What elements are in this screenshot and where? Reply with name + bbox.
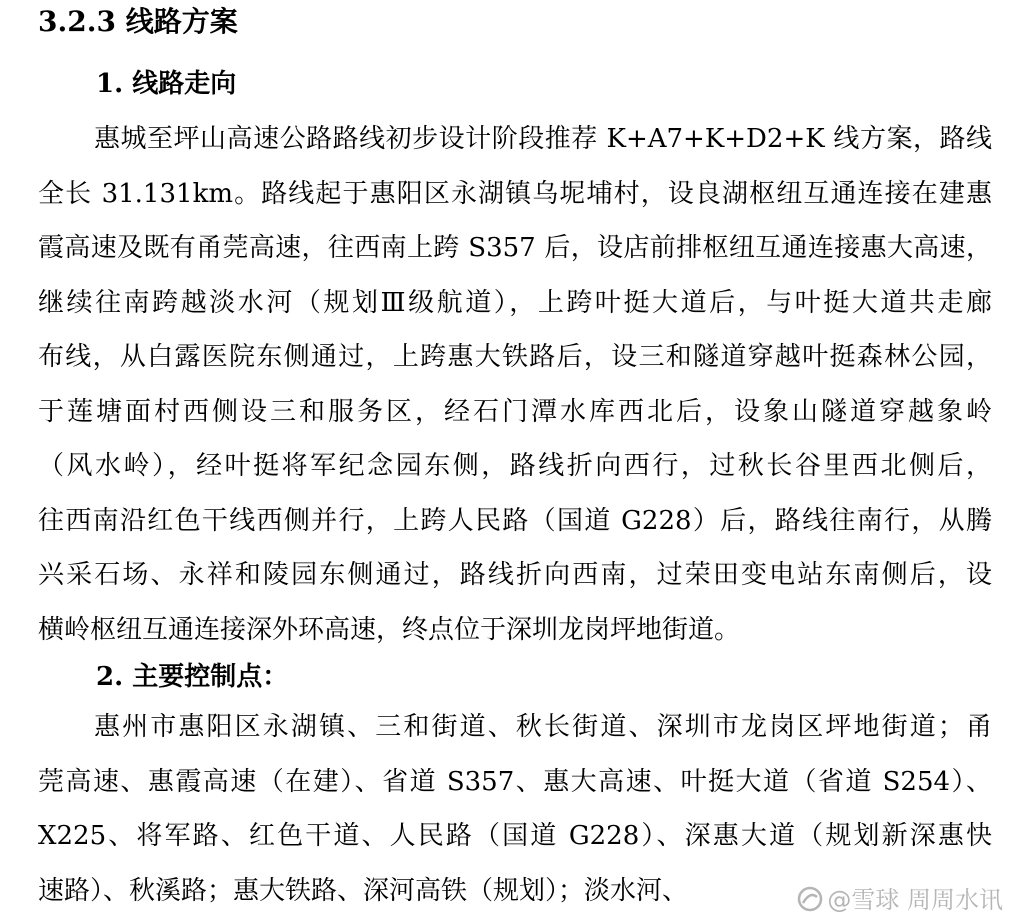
paragraph-line: 横岭枢纽互通连接深外环高速，终点位于深圳龙岗坪地街道。 — [38, 614, 741, 645]
paragraph-line: 往西南沿红色干线西侧并行，上跨人民路（国道 G228）后，路线往南行，从腾 — [38, 505, 992, 536]
paragraph-line: 布线，从白露医院东侧通过，上跨惠大铁路后，设三和隧道穿越叶挺森林公园， — [38, 342, 992, 372]
paragraph-line: 惠州市惠阳区永湖镇、三和街道、秋长街道、深圳市龙岗区坪地街道；甬 — [94, 712, 992, 742]
watermark-text: @雪球 周周水讯 — [827, 886, 1003, 914]
snowball-logo-icon — [797, 886, 823, 912]
watermark — [797, 883, 1003, 917]
paragraph-line: 惠城至坪山高速公路路线初步设计阶段推荐 K+A7+K+D2+K 线方案，路线 — [94, 124, 992, 154]
paragraph-line: X225、将军路、红色干道、人民路（国道 G228）、深惠大道（规划新深惠快 — [38, 821, 992, 851]
paragraph-line: 霞高速及既有甬莞高速，往西南上跨 S357 后，设店前排枢纽互通连接惠大高速， — [38, 233, 992, 263]
route-direction-paragraph — [38, 112, 992, 657]
paragraph-line: 继续往南跨越淡水河（规划Ⅲ级航道），上跨叶挺大道后，与叶挺大道共走廊 — [38, 287, 992, 318]
paragraph-line: 于莲塘面村西侧设三和服务区，经石门潭水库西北后，设象山隧道穿越象岭 — [38, 396, 992, 427]
paragraph-line: 莞高速、惠霞高速（在建）、省道 S357、惠大高速、叶挺大道（省道 S254）、 — [38, 766, 992, 797]
paragraph-line: （风水岭），经叶挺将军纪念园东侧，路线折向西行，过秋长谷里西北侧后， — [38, 451, 992, 481]
paragraph-line: 全长 31.131km。路线起于惠阳区永湖镇乌坭埔村，设良湖枢纽互通连接在建惠 — [38, 178, 992, 209]
section-title: 3.2.3 线路方案 — [38, 5, 238, 38]
control-points-heading: 2. 主要控制点： — [96, 662, 289, 692]
paragraph-line: 兴采石场、永祥和陵园东侧通过，路线折向西南，过荣田变电站东南侧后，设 — [38, 560, 992, 590]
paragraph-line: 速路）、秋溪路；惠大铁路、深河高铁（规划）；淡水河、 — [38, 875, 689, 906]
route-direction-heading: 1. 线路走向 — [96, 69, 237, 99]
